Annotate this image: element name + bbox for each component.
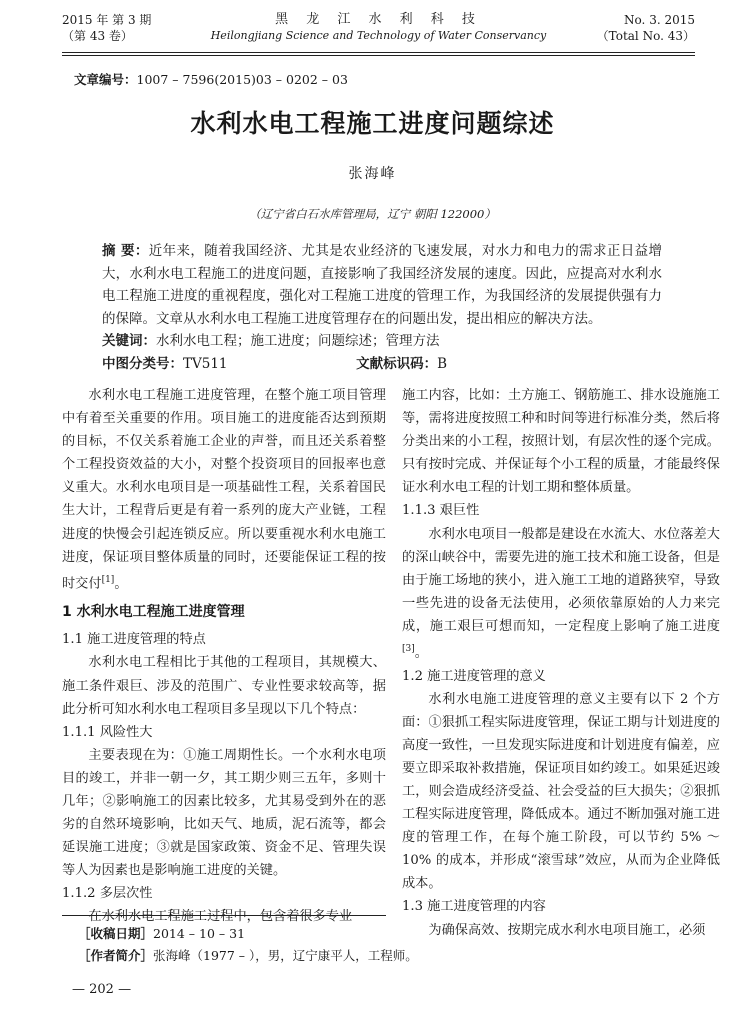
doc-code-value: B	[437, 355, 448, 372]
header-rule-second	[62, 55, 695, 56]
header-journal-cn: 黑 龙 江 水 利 科 技	[275, 12, 482, 27]
section-heading-1-3: 1.3 施工进度管理的内容	[402, 899, 546, 915]
header-volume-line2: （第 43 卷）	[62, 29, 133, 43]
section-heading-1: 1 水利水电工程施工进度管理	[62, 604, 245, 621]
paragraph-1-1-3-text: 水利水电项目一般都是建设在水流大、水位落差大的深山峡谷中，需要先进的施工技术和施工设备，但是由于施工场地的狭小，进入施工工地的道路狭窄，导致一些先进的设备无法使用，必须依靠原始的人力来完成，施工艰巨可想而知，一定程度上影响了施工进度	[402, 526, 720, 634]
paragraph-1-1-1: 主要表现在为：①施工周期性长。一个水利水电项目的竣工，并非一朝一夕，其工期少则三五年，多则十几年；②影响施工的因素比较多，尤其易受到外在的恶劣的自然环境影响，比如天气、地质，泥石流等，都会延误施工进度；③就是国家政策、资金不足、管理失误等人为因素也是影响施工进度的关键。	[62, 747, 386, 879]
running-header	[62, 12, 695, 56]
header-journal-en: Heilongjiang Science and Technology of Water Conservancy	[210, 29, 547, 42]
paragraph-1-3: 为确保高效、按期完成水利水电项目施工，必须	[428, 922, 706, 938]
footnote	[78, 923, 418, 967]
article-number-label: 文章编号：	[74, 72, 137, 87]
intro-paragraph	[62, 384, 386, 595]
paragraph-1-1-3	[402, 523, 720, 665]
left-column	[62, 384, 386, 929]
author-affiliation: （辽宁省白石水库管理局，辽宁 朝阳 122000）	[249, 207, 496, 221]
abstract-text: 近年来，随着我国经济、尤其是农业经济的飞速发展，对水力和电力的需求正日益增大，水利水电工程施工的进度问题，直接影响了我国经济发展的速度。因此，应提高对水利水电工程施工进度的重视程度，强化对工程施工进度的管理工作，为我国经济的发展提供强有力的保障。文章从水利水电工程施工进度管理存在的问题出发，提出相应的解决方法。	[102, 243, 663, 327]
paragraph-1-1-2: 在水利水电工程施工过程中，包含着很多专业	[88, 909, 353, 925]
section-heading-1-1-1: 1.1.1 风险性大	[62, 724, 153, 740]
abstract-label: 摘 要：	[102, 243, 149, 259]
right-column	[402, 384, 720, 942]
paper-title: 水利水电工程施工进度问题综述	[190, 109, 555, 138]
intro-text: 水利水电工程施工进度管理，在整个施工项目管理中有着至关重要的作用。项目施工的进度能否达到预期的目标，不仅关系着施工企业的声誉，而且还关系着整个工程投资效益的大小，对整个投资项目的回报率也意义重大。水利水电项目是一项基础性工程，关系着国民生大计，工程背后更是有着一系列的庞大产业链，工程进度的快慢会引起连锁反应。所以要重视水利水电施工进度，保证项目整体质量的同时，还要能保证工程的按时交付	[62, 388, 386, 592]
received-date: 2014 – 10 – 31	[153, 926, 246, 941]
received-date-row	[78, 923, 418, 945]
header-number-line2: （Total No. 43）	[596, 29, 695, 43]
paragraph-continued: 施工内容，比如：土方施工、钢筋施工、排水设施施工等，需将进度按照工种和时间等进行标准分类，然后将分类出来的小工程，按照计划，有层次性的逐个完成。只有按时完成、并保证每个小工程的质量，才能最终保证水利水电工程的计划工期和整体质量。	[402, 388, 720, 496]
author-bio-row	[78, 945, 418, 967]
clc-label: 中图分类号：	[102, 355, 183, 372]
paragraph-1-2: 水利水电施工进度管理的意义主要有以下 2 个方面：①狠抓工程实际进度管理，保证工期与计划进度的高度一致性，一旦发现实际进度和计划进度有偏差，应要立即采取补救措施，保证项目如约竣工。如果延迟竣工，则会造成经济受益、社会受益的巨大损失；②狠抓工程实际进度管理，降低成本。通过不断加强对施工进度的管理工作，在每个施工阶段，可以节约 5% ～10% 的成本，并形成“滚雪球”效应，从而为企业降低成本。	[402, 691, 720, 892]
article-number-value: 1007 – 7596(2015)03 – 0202 – 03	[136, 72, 348, 87]
footnote-rule	[62, 915, 386, 916]
abstract-block	[102, 240, 662, 375]
header-number	[597, 12, 695, 44]
paragraph-1-1-3-citation: [3]	[402, 644, 415, 655]
keywords-text: 水利水电工程；施工进度；问题综述；管理方法	[156, 333, 440, 349]
doc-code-label: 文献标识码：	[356, 355, 438, 372]
clc-value: TV511	[183, 355, 228, 372]
section-heading-1-2: 1.2 施工进度管理的意义	[402, 668, 546, 684]
article-number	[74, 70, 348, 88]
section-heading-1-1-3: 1.1.3 艰巨性	[402, 503, 480, 519]
keywords-label: 关键词：	[102, 333, 156, 349]
classification-row	[102, 353, 662, 376]
section-heading-1-1: 1.1 施工进度管理的特点	[62, 632, 206, 648]
intro-citation: [1]	[101, 574, 115, 585]
intro-end: 。	[114, 576, 128, 592]
page-number: — 202 —	[72, 982, 132, 997]
paragraph-1-1-3-end: 。	[414, 645, 428, 661]
section-heading-1-1-2: 1.1.2 多层次性	[62, 886, 153, 902]
author-bio: 张海峰（1977 – ），男，辽宁康平人，工程师。	[153, 948, 418, 963]
author-bio-label: ［作者简介］	[78, 948, 154, 963]
abstract	[102, 240, 662, 330]
header-rule	[62, 52, 695, 53]
paragraph-1-1: 水利水电工程相比于其他的工程项目，其规模大、施工条件艰巨、涉及的范围广、专业性要求较高等，据此分析可知水利水电工程项目多呈现以下几个特点：	[62, 655, 386, 717]
header-issue-line1: 2015 年 第 3 期	[62, 13, 152, 27]
keywords-row	[102, 330, 662, 353]
received-label: ［收稿日期］	[78, 926, 154, 941]
author-name: 张海峰	[348, 166, 397, 182]
header-number-line1: No. 3. 2015	[624, 13, 695, 27]
